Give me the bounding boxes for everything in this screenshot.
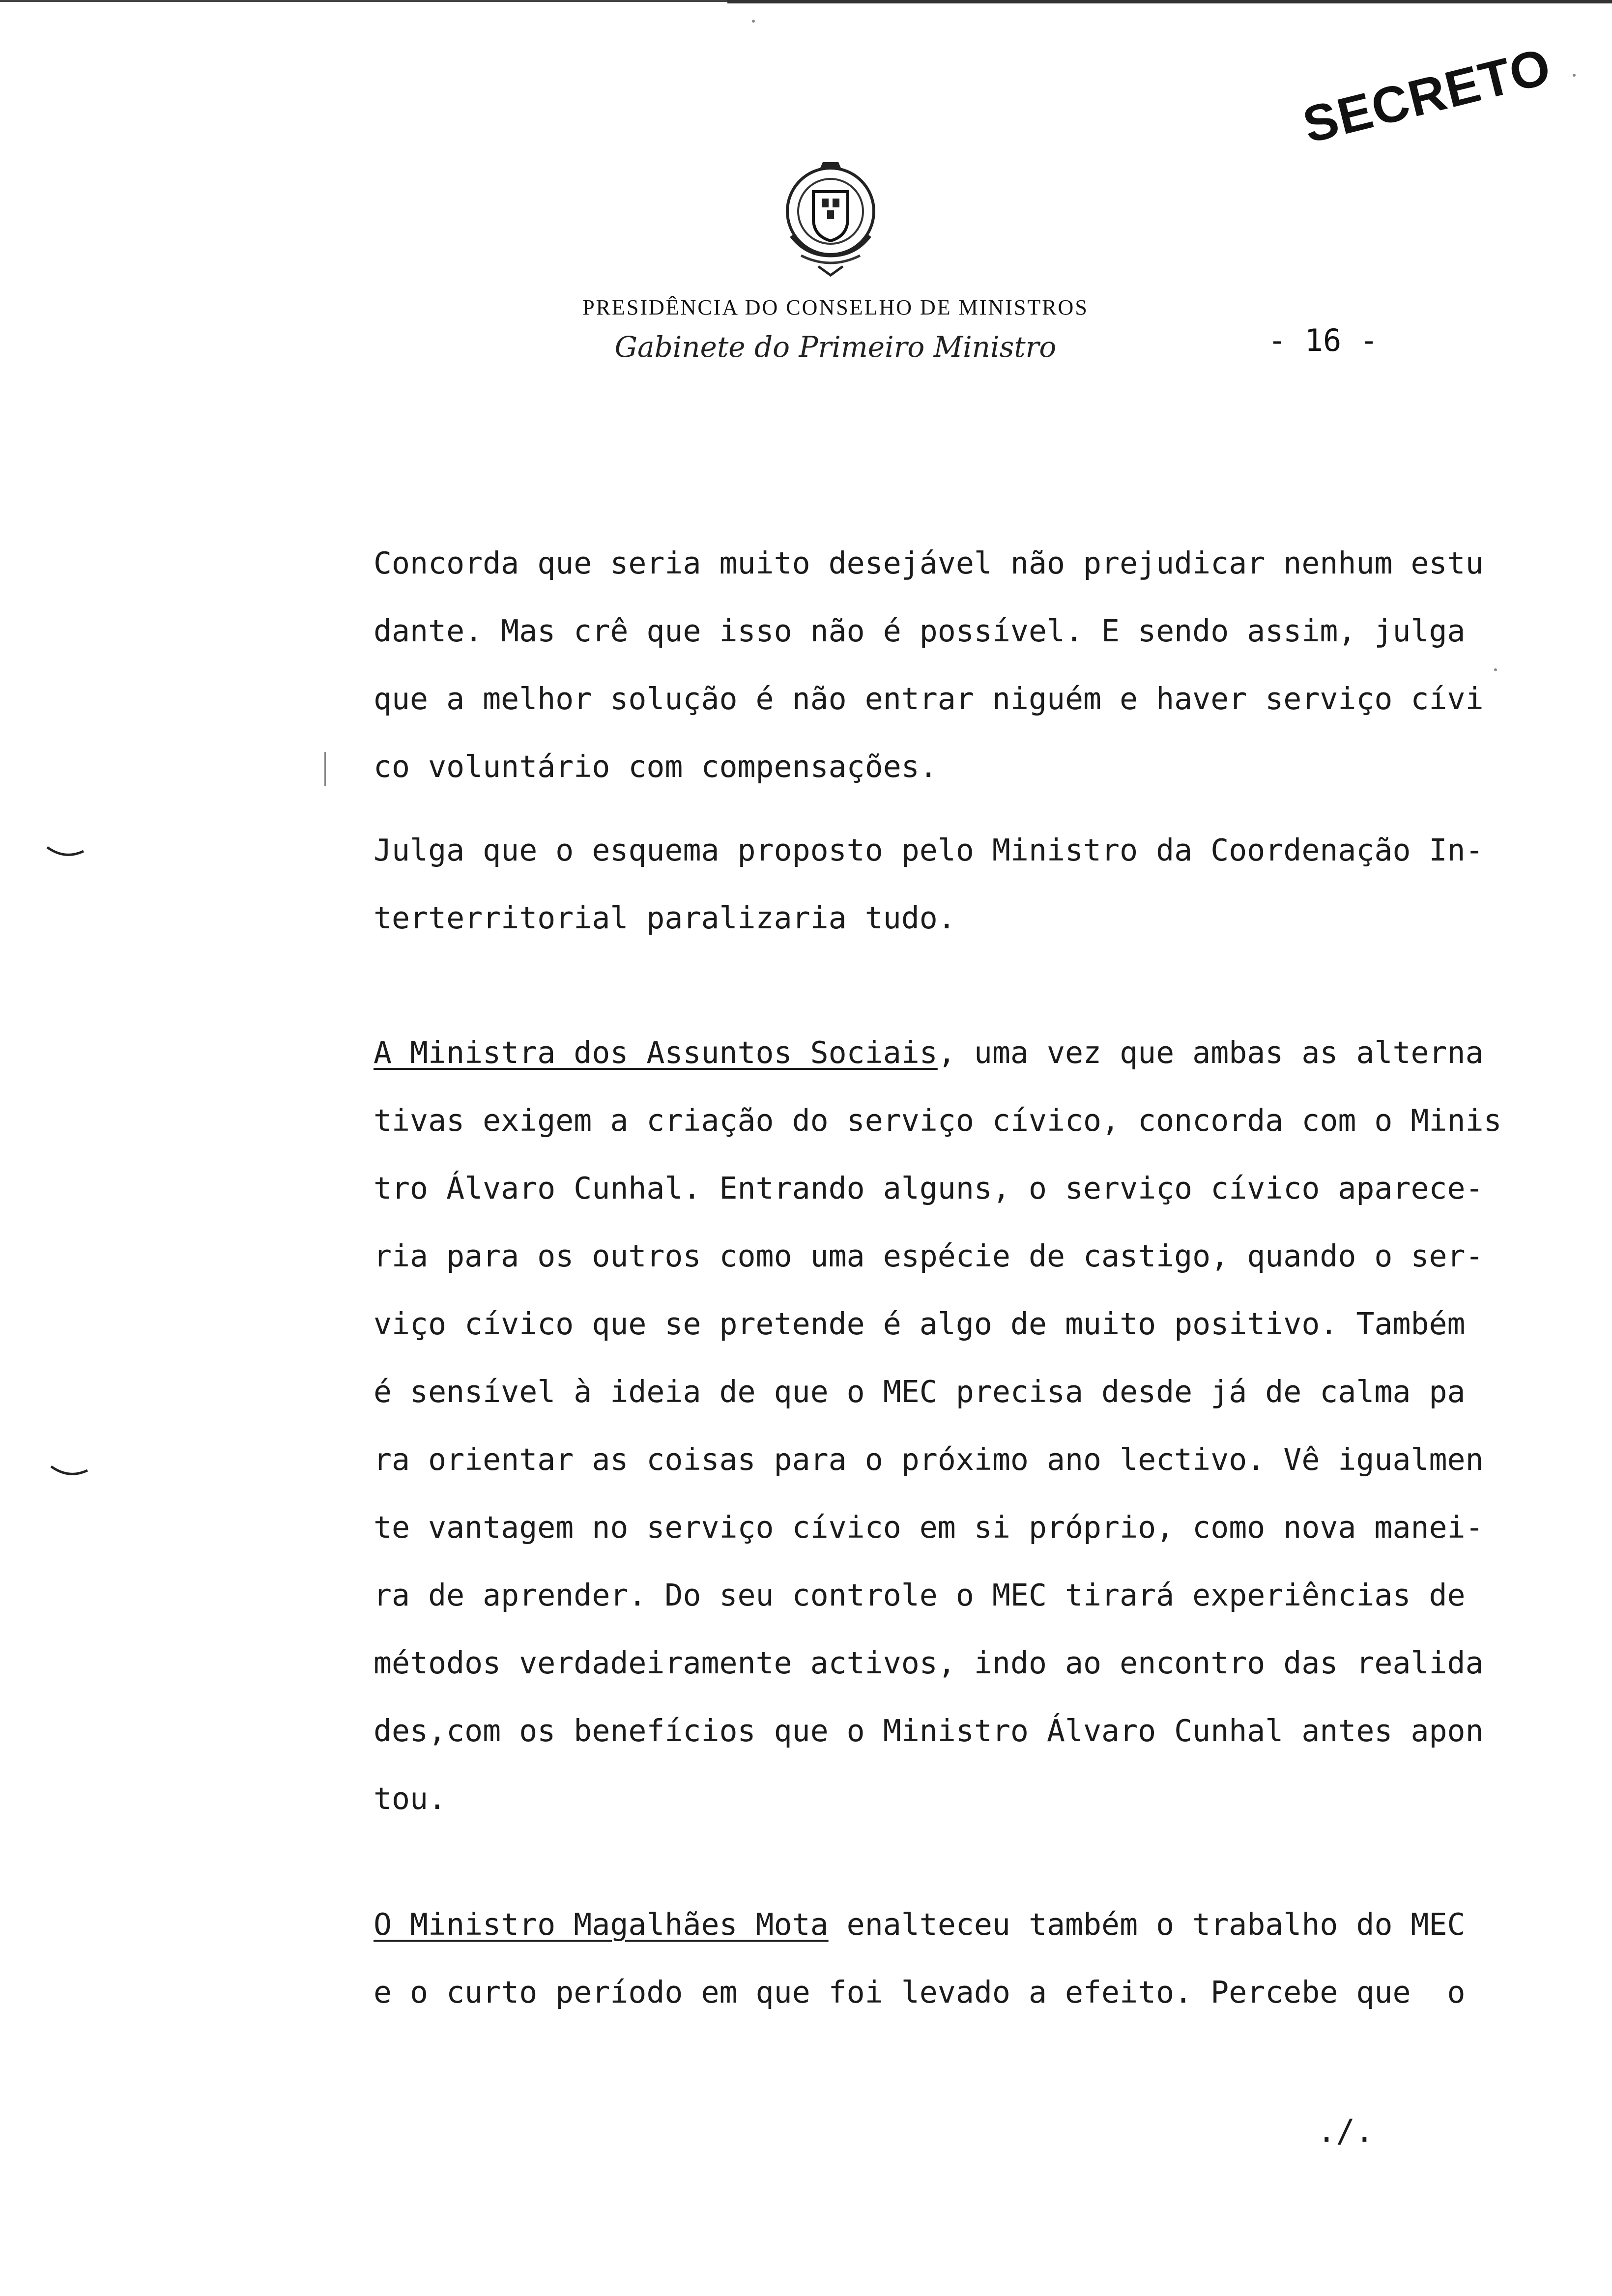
body-line: tou. bbox=[374, 1781, 447, 1816]
margin-hole-mark bbox=[45, 845, 85, 857]
letterhead-office: Gabinete do Primeiro Ministro bbox=[614, 330, 1057, 364]
body-line bbox=[374, 1907, 1466, 1942]
body-text: enalteceu também o trabalho do MEC bbox=[828, 1907, 1466, 1942]
body-text: , uma vez que ambas as alterna bbox=[937, 1035, 1484, 1070]
body-line: e o curto período em que foi levado a efeito. Percebe que o bbox=[374, 1975, 1466, 2010]
body-line: ra de aprender. Do seu controle o MEC tirará experiências de bbox=[374, 1578, 1466, 1613]
body-line: dante. Mas crê que isso não é possível. E sendo assim, julga bbox=[374, 613, 1466, 649]
body-line: des,com os benefícios que o Ministro Álvaro Cunhal antes apon bbox=[374, 1713, 1484, 1749]
letterhead-title: PRESIDÊNCIA DO CONSELHO DE MINISTROS bbox=[582, 295, 1089, 319]
body-line: ra orientar as coisas para o próximo ano lectivo. Vê igualmen bbox=[374, 1442, 1484, 1477]
body-line: métodos verdadeiramente activos, indo ao encontro das realida bbox=[374, 1645, 1484, 1681]
page-number: - 16 - bbox=[1268, 322, 1378, 358]
body-line: que a melhor solução é não entrar niguém e haver serviço cívi bbox=[374, 681, 1484, 717]
body-line bbox=[374, 1035, 1484, 1070]
body-line: Concorda que seria muito desejável não prejudicar nenhum estu bbox=[374, 545, 1484, 581]
speaker-name: A Ministra dos Assuntos Sociais bbox=[374, 1035, 938, 1070]
body-line: te vantagem no serviço cívico em si próprio, como nova manei- bbox=[374, 1510, 1484, 1545]
body-line: ria para os outros como uma espécie de castigo, quando o ser- bbox=[374, 1238, 1484, 1274]
top-edge-line-dark bbox=[727, 0, 1612, 3]
continuation-mark: ./. bbox=[1317, 2113, 1374, 2150]
speck bbox=[1494, 668, 1497, 671]
secret-stamp: SECRETO bbox=[1297, 37, 1557, 154]
body-line: terterritorial paralizaria tudo. bbox=[374, 900, 956, 936]
margin-hole-mark bbox=[49, 1464, 88, 1476]
speaker-name: O Ministro Magalhães Mota bbox=[374, 1907, 829, 1942]
speck bbox=[752, 20, 755, 23]
body-line: tivas exigem a criação do serviço cívico, concorda com o Minis bbox=[374, 1103, 1502, 1138]
body-line: tro Álvaro Cunhal. Entrando alguns, o serviço cívico aparece- bbox=[374, 1171, 1484, 1206]
body-line: é sensível à ideia de que o MEC precisa desde já de calma pa bbox=[374, 1374, 1466, 1409]
speck bbox=[1573, 74, 1576, 77]
margin-tick bbox=[324, 752, 326, 786]
body-line: viço cívico que se pretende é algo de muito positivo. Também bbox=[374, 1306, 1466, 1342]
body-line: Julga que o esquema proposto pelo Ministro da Coordenação In- bbox=[374, 832, 1484, 868]
body-line: co voluntário com compensações. bbox=[374, 749, 938, 784]
coat-of-arms-icon bbox=[767, 157, 894, 285]
